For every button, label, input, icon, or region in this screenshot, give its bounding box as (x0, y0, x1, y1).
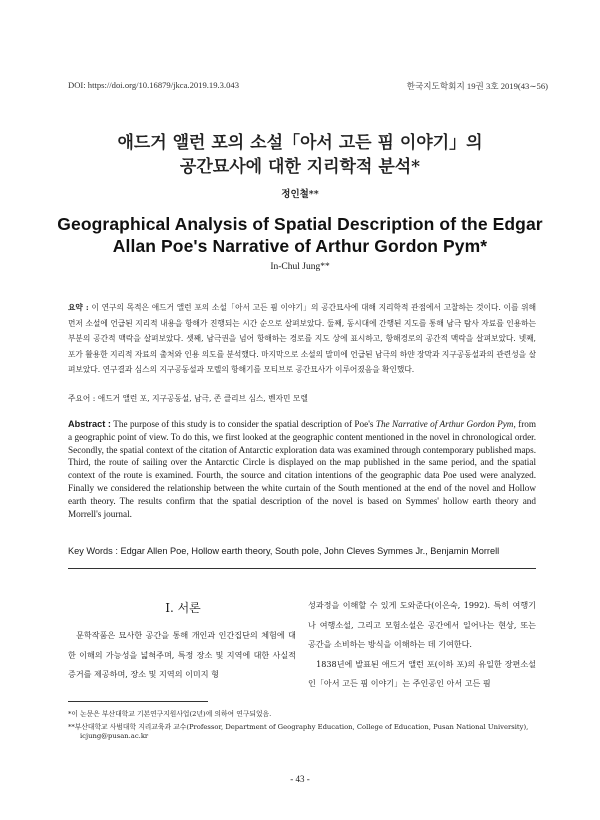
korean-abstract-label: 요약 : (68, 303, 89, 312)
section-heading-introduction: I. 서론 (165, 601, 201, 615)
korean-title-line-1: 애드거 앨런 포의 소설「아서 고든 핌 이야기」의 (117, 133, 483, 153)
english-keywords-text: Edgar Allen Poe, Hollow earth theory, South pole, John Cleves Symmes Jr., Benjamin Morrell (120, 546, 500, 556)
english-abstract (68, 418, 536, 520)
body-column-left (68, 626, 296, 685)
footnote-divider (68, 701, 208, 702)
english-title-line-2: Allan Poe's Narrative of Arthur Gordon Pym* (112, 236, 488, 256)
korean-keywords-text: 애드거 앨런 포, 지구공동설, 남극, 존 클리브 심스, 벤자민 모렐 (97, 394, 308, 403)
abstract-divider (68, 568, 536, 569)
doi-line: DOI: https://doi.org/10.16879/jkca.2019.19.3.043 (68, 80, 239, 90)
english-author: In-Chul Jung** (270, 262, 330, 272)
english-title-line-1: Geographical Analysis of Spatial Description of the Edgar (57, 214, 543, 234)
korean-keywords-label: 주요어 : (68, 394, 96, 403)
korean-title-line-2: 공간묘사에 대한 지리학적 분석* (179, 157, 421, 177)
korean-abstract-text: 이 연구의 목적은 애드거 앨런 포의 소설「아서 고든 핌 이야기」의 공간묘사에 대해 지리학적 관점에서 고찰하는 것이다. 이를 위해 먼저 소설에 언급된 지리적 내용을 항해가 진행되는 시간 순으로 살펴보았다. 둘째, 동시대에 간행된 지도를 통해 남극 탐사 자료를 인용하는 부분의 공간적 맥락을 살펴보았다. 셋째, 남극권을 넘어 항해하는 경로를 지도 상에 표시하고, 항해경로의 공간적 맥락을 살펴보았다. 넷째, 포가 활용한 지리적 자료의 출처와 인용 의도를 분석했다. 마지막으로 소설의 말미에 언급된 남극의 하얀 장막과 지구공동설과의 관련성을 살펴보았다. 연구결과 심스의 지구공동설과 모렐의 항해기를 모티브로 공간묘사가 이루어졌음을 확인했다. (68, 303, 536, 375)
korean-author: 정인철** (281, 189, 319, 200)
english-abstract-text-post: , from a geographic point of view. To do this, we first looked at the geographic content mentioned in the novel in chronological order. Secondly, the spatial context of the citation of Antarctic exploration data was examined through contemporary published maps. Third, the route of sailing over the Antarctic Circle is displayed on the map published in the same period, and the spatial context of the route is examined. Fourth, the source and citation intentions of the geographic data Poe used were analyzed. Finally we considered the relationship between the white curtain of the South mentioned at the end of the novel and Hollow earth theory. The results confirm that the spatial description of the novel is based on Symmes' hollow earth theory and Morrell's journal. (68, 419, 536, 519)
footnote-affiliation: **부산대학교 사범대학 지리교육과 교수(Professor, Department of Geography Education, College of Education, Pusan National University), (68, 723, 529, 731)
english-abstract-book-title: The Narrative of Arthur Gordon Pym (375, 419, 514, 429)
english-keywords-label: Key Words : (68, 546, 118, 556)
body-paragraph: 1838년에 발표된 애드거 앨런 포(이하 포)의 유일한 장편소설인「아서 고든 핌 이야기」는 주인공인 아서 고든 핌 (308, 658, 536, 689)
page-number: - 43 - (290, 774, 310, 784)
english-keywords (68, 546, 536, 556)
footnote-email: icjung@pusan.ac.kr (80, 732, 149, 740)
korean-abstract (68, 300, 536, 378)
journal-citation: 한국지도학회지 19권 3호 2019(43∼56) (406, 81, 548, 91)
korean-keywords (68, 393, 536, 404)
english-abstract-text-pre: The purpose of this study is to consider the spatial description of Poe's (113, 419, 376, 429)
body-column-right (308, 596, 536, 694)
body-paragraph: 문학작품은 묘사한 공간을 통해 개인과 인간집단의 체험에 대한 이해의 가능성을 넓혀주며, 특정 장소 및 지역에 대한 사실적 증거를 제공하며, 장소 및 지역의 이미지 형 (68, 630, 296, 680)
english-abstract-label: Abstract : (68, 419, 111, 429)
body-paragraph: 성과정을 이해할 수 있게 도와준다(이은숙, 1992). 특히 여행기나 여행소설, 그리고 모험소설은 공간에서 일어나는 현상, 또는 공간을 소비하는 방식을 이해하는 데 기여한다. (308, 600, 536, 650)
footnote-funding: *이 논문은 부산대학교 기본연구지원사업(2년)에 의하여 연구되었음. (68, 710, 272, 718)
